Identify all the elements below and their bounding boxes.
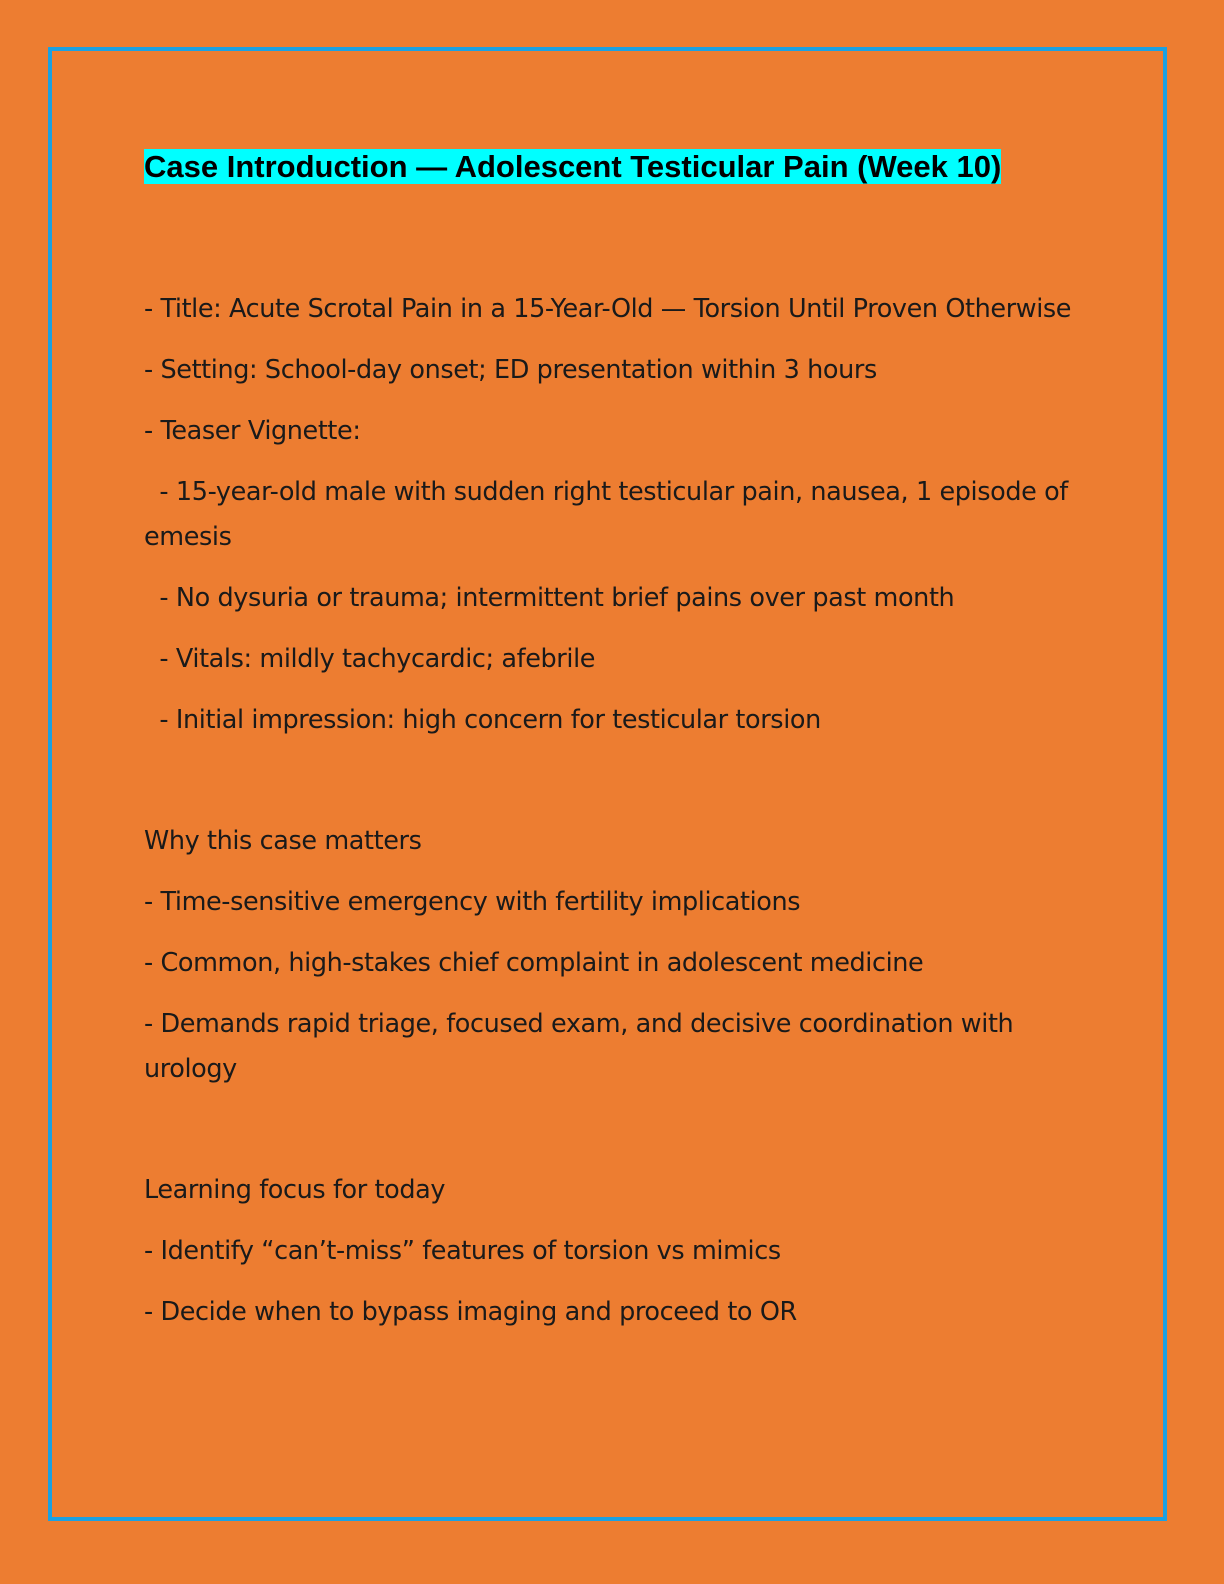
why-item: - Time-sensitive emergency with fertility implications [144,887,801,917]
intro-setting-line: - Setting: School-day onset; ED presentation within 3 hours [144,355,877,385]
teaser-item: - No dysuria or trauma; intermittent brief pains over past month [144,583,955,613]
page-title [144,140,1084,193]
why-item: - Common, high-stakes chief complaint in adolescent medicine [144,948,924,978]
teaser-item: - Vitals: mildly tachycardic; afebrile [144,644,596,674]
intro-section [144,287,1084,743]
focus-section [144,1168,1084,1335]
title-highlight: Case Introduction — Adolescent Testicular Pain (Week 10) [144,149,1002,184]
why-section [144,819,1084,1092]
intro-teaser-line: - Teaser Vignette: [144,416,361,446]
why-heading: Why this case matters [144,826,422,856]
teaser-item: - 15-year-old male with sudden right testicular pain, nausea, 1 episode of emesis [144,477,1068,552]
focus-heading: Learning focus for today [144,1175,446,1205]
why-item: - Demands rapid triage, focused exam, and decisive coordination with urology [144,1009,1014,1084]
focus-item: - Identify “can’t-miss” features of torsion vs mimics [144,1236,781,1266]
intro-title-line: - Title: Acute Scrotal Pain in a 15-Year-Old — Torsion Until Proven Otherwise [144,294,1072,324]
focus-item: - Decide when to bypass imaging and proceed to OR [144,1297,797,1327]
teaser-item: - Initial impression: high concern for testicular torsion [144,705,821,735]
document-body [144,140,1084,1351]
